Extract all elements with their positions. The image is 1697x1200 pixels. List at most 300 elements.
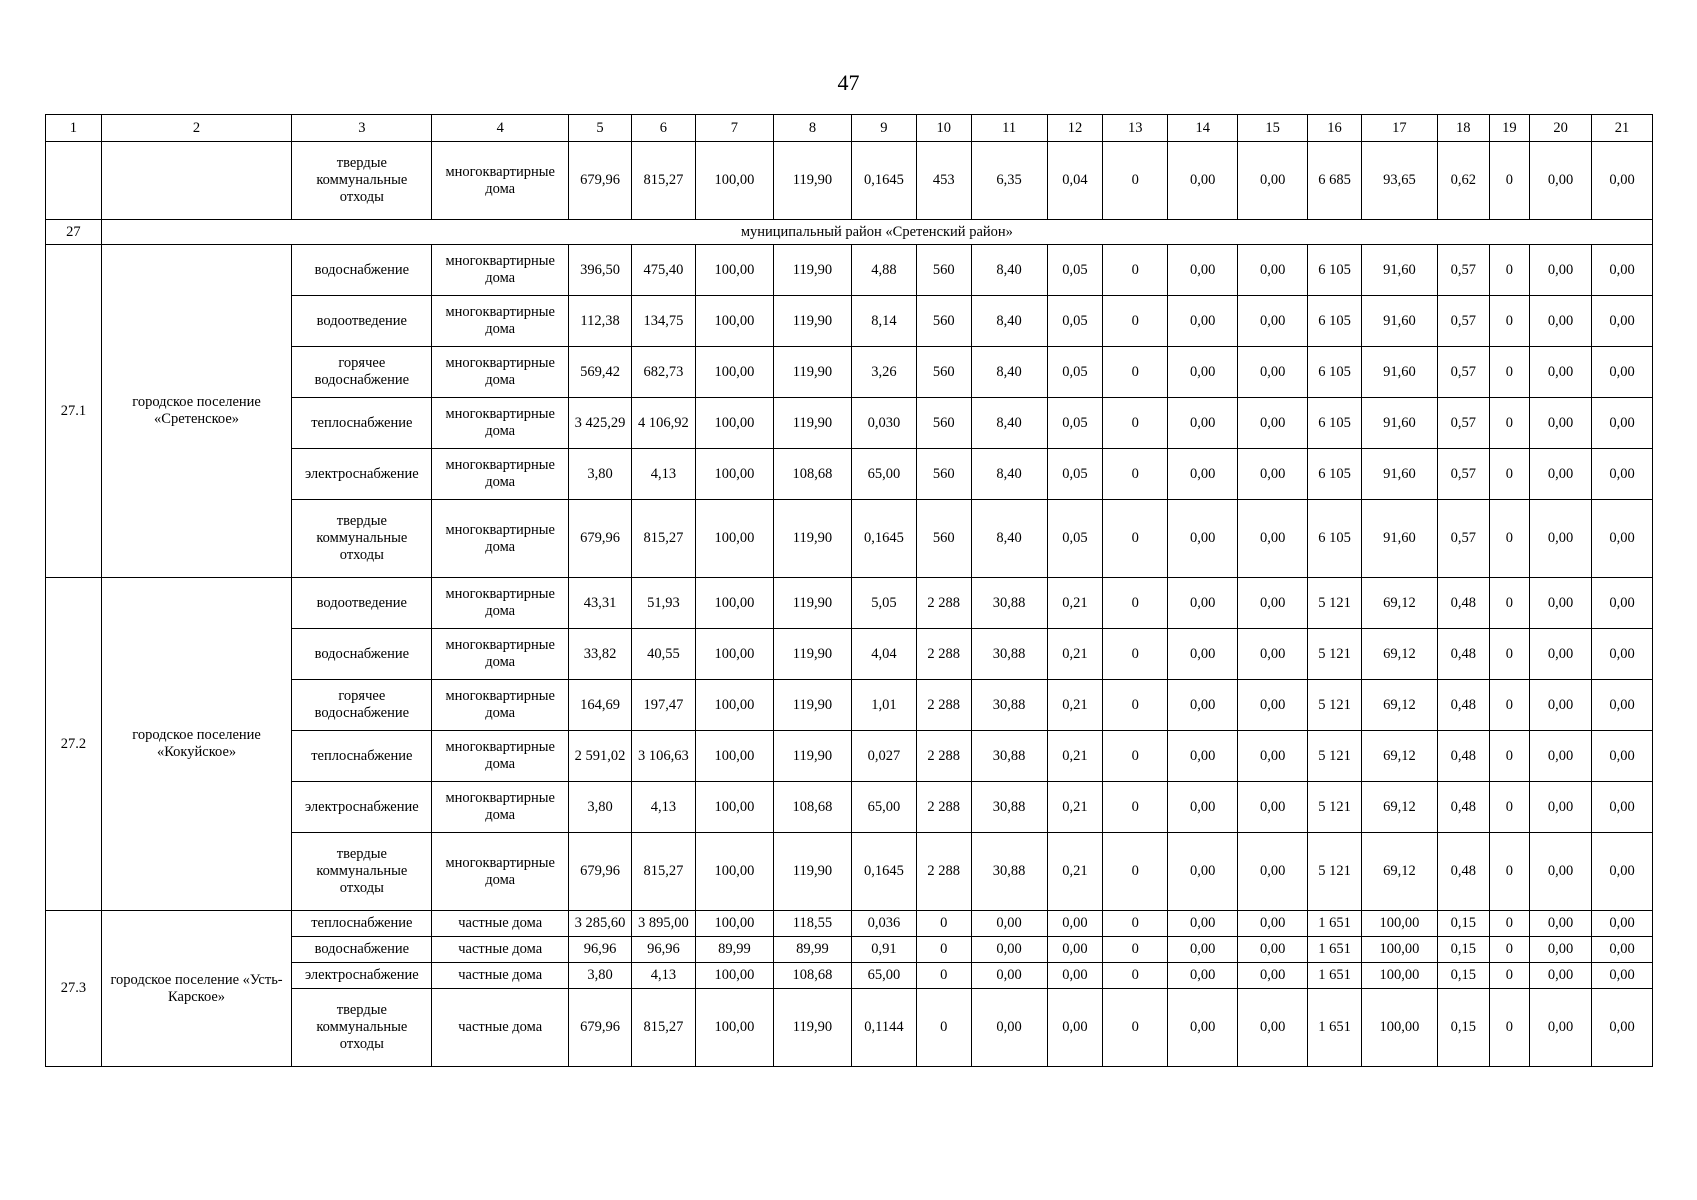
table-cell: 0,00 bbox=[1047, 989, 1103, 1067]
table-cell: 6 685 bbox=[1308, 142, 1362, 220]
table-cell: 0,48 bbox=[1437, 578, 1489, 629]
table-cell: 30,88 bbox=[971, 833, 1047, 911]
table-cell: 5 121 bbox=[1308, 629, 1362, 680]
table-cell: 815,27 bbox=[631, 500, 695, 578]
table-cell: 0,05 bbox=[1047, 347, 1103, 398]
table-cell: 0,00 bbox=[1238, 398, 1308, 449]
table-cell: 2 288 bbox=[916, 578, 971, 629]
table-cell: 0,62 bbox=[1437, 142, 1489, 220]
table-cell: 65,00 bbox=[851, 963, 916, 989]
table-cell: 0,00 bbox=[1047, 963, 1103, 989]
table-cell: 0,00 bbox=[1168, 833, 1238, 911]
table-cell: 0 bbox=[1103, 398, 1168, 449]
table-cell: 0,57 bbox=[1437, 500, 1489, 578]
table-cell: 0,00 bbox=[1592, 142, 1653, 220]
table-cell: 5,05 bbox=[851, 578, 916, 629]
table-cell: 2 288 bbox=[916, 782, 971, 833]
table-cell: горячее водоснабжение bbox=[292, 347, 432, 398]
table-cell: многоквартирные дома bbox=[432, 296, 569, 347]
table-cell: 0,15 bbox=[1437, 937, 1489, 963]
table-cell: 96,96 bbox=[569, 937, 632, 963]
table-cell: 40,55 bbox=[631, 629, 695, 680]
table-cell: 0,00 bbox=[1238, 245, 1308, 296]
table-cell: 3 285,60 bbox=[569, 911, 632, 937]
table-cell: 6 105 bbox=[1308, 500, 1362, 578]
table-cell: 0,1645 bbox=[851, 500, 916, 578]
table-cell: 0,00 bbox=[1168, 937, 1238, 963]
column-header: 13 bbox=[1103, 115, 1168, 142]
table-cell: 0,00 bbox=[1168, 911, 1238, 937]
table-cell: 0 bbox=[1103, 680, 1168, 731]
table-cell: 0 bbox=[1103, 296, 1168, 347]
table-cell: многоквартирные дома bbox=[432, 833, 569, 911]
table-cell: 0,00 bbox=[1592, 449, 1653, 500]
table-cell: водоснабжение bbox=[292, 245, 432, 296]
table-cell: электроснабжение bbox=[292, 782, 432, 833]
table-cell: 30,88 bbox=[971, 782, 1047, 833]
table-cell: 100,00 bbox=[1361, 963, 1437, 989]
table-cell: 0,48 bbox=[1437, 629, 1489, 680]
table-cell: 0 bbox=[1103, 833, 1168, 911]
table-cell: многоквартирные дома bbox=[432, 782, 569, 833]
table-cell: 0 bbox=[1489, 833, 1530, 911]
table-cell: многоквартирные дома bbox=[432, 449, 569, 500]
table-cell: 0 bbox=[1103, 347, 1168, 398]
table-cell: многоквартирные дома bbox=[432, 398, 569, 449]
table-cell: 4,88 bbox=[851, 245, 916, 296]
table-cell: 119,90 bbox=[773, 731, 851, 782]
table-cell: 0,00 bbox=[1238, 937, 1308, 963]
table-cell: 0,00 bbox=[1168, 989, 1238, 1067]
table-cell: 8,40 bbox=[971, 449, 1047, 500]
column-header: 5 bbox=[569, 115, 632, 142]
table-cell: 0,030 bbox=[851, 398, 916, 449]
table-cell: 0,036 bbox=[851, 911, 916, 937]
table-cell: 560 bbox=[916, 500, 971, 578]
table-cell: теплоснабжение bbox=[292, 731, 432, 782]
table-cell: 8,40 bbox=[971, 296, 1047, 347]
table-cell: 100,00 bbox=[695, 833, 773, 911]
table-cell: 5 121 bbox=[1308, 680, 1362, 731]
table-cell: 453 bbox=[916, 142, 971, 220]
table-cell: 560 bbox=[916, 245, 971, 296]
table-cell: 0,00 bbox=[1238, 347, 1308, 398]
column-header: 18 bbox=[1437, 115, 1489, 142]
table-cell: 0 bbox=[916, 937, 971, 963]
table-cell: 0,05 bbox=[1047, 398, 1103, 449]
table-cell: 0,00 bbox=[1530, 142, 1592, 220]
tariff-table bbox=[45, 114, 1653, 1067]
table-cell: 6 105 bbox=[1308, 398, 1362, 449]
table-cell: 0,00 bbox=[1530, 731, 1592, 782]
table-cell: 0,00 bbox=[1168, 629, 1238, 680]
table-cell: 0,00 bbox=[1530, 629, 1592, 680]
table-cell: 3 425,29 bbox=[569, 398, 632, 449]
table-cell: 119,90 bbox=[773, 142, 851, 220]
column-header: 4 bbox=[432, 115, 569, 142]
table-cell: 69,12 bbox=[1361, 833, 1437, 911]
table-cell: электроснабжение bbox=[292, 449, 432, 500]
table-cell: 119,90 bbox=[773, 296, 851, 347]
region-row bbox=[46, 220, 1653, 245]
table-cell: 100,00 bbox=[695, 782, 773, 833]
table-cell: 679,96 bbox=[569, 500, 632, 578]
table-cell: водоснабжение bbox=[292, 629, 432, 680]
table-cell: 0,00 bbox=[1530, 398, 1592, 449]
group-name: городское поселение «Кокуйское» bbox=[101, 578, 292, 911]
table-cell: 0 bbox=[1489, 449, 1530, 500]
table-cell: 0,00 bbox=[1530, 963, 1592, 989]
table-cell: 0,57 bbox=[1437, 449, 1489, 500]
column-header: 3 bbox=[292, 115, 432, 142]
table-cell: 0,21 bbox=[1047, 629, 1103, 680]
table-cell: 2 288 bbox=[916, 629, 971, 680]
table-cell: 91,60 bbox=[1361, 398, 1437, 449]
table-cell: 0,48 bbox=[1437, 680, 1489, 731]
table-cell: 0,05 bbox=[1047, 500, 1103, 578]
page-number: 47 bbox=[837, 70, 860, 95]
table-cell: 0 bbox=[1489, 500, 1530, 578]
table-cell: 119,90 bbox=[773, 833, 851, 911]
table-cell: 6 105 bbox=[1308, 347, 1362, 398]
table-cell: 0,91 bbox=[851, 937, 916, 963]
table-cell: частные дома bbox=[432, 989, 569, 1067]
table-cell: 108,68 bbox=[773, 963, 851, 989]
table-cell: 0,00 bbox=[1592, 782, 1653, 833]
column-header: 17 bbox=[1361, 115, 1437, 142]
table-cell: 119,90 bbox=[773, 347, 851, 398]
table-cell: 8,40 bbox=[971, 398, 1047, 449]
table-cell: 0,57 bbox=[1437, 347, 1489, 398]
table-cell: 4,13 bbox=[631, 449, 695, 500]
table-cell: 65,00 bbox=[851, 782, 916, 833]
column-header: 12 bbox=[1047, 115, 1103, 142]
table-cell: 5 121 bbox=[1308, 578, 1362, 629]
table-cell: 0,00 bbox=[1238, 296, 1308, 347]
table-cell: многоквартирные дома bbox=[432, 142, 569, 220]
table-cell: 0,1645 bbox=[851, 833, 916, 911]
table-cell: 679,96 bbox=[569, 142, 632, 220]
table-cell: 119,90 bbox=[773, 578, 851, 629]
table-cell: 0,00 bbox=[1047, 937, 1103, 963]
table-cell: 2 288 bbox=[916, 680, 971, 731]
table-cell: 100,00 bbox=[695, 989, 773, 1067]
table-cell: 6 105 bbox=[1308, 245, 1362, 296]
table-cell: 396,50 bbox=[569, 245, 632, 296]
table-cell: 0,00 bbox=[1238, 731, 1308, 782]
table-cell: 0,21 bbox=[1047, 731, 1103, 782]
table-cell: 100,00 bbox=[695, 963, 773, 989]
column-header: 1 bbox=[46, 115, 102, 142]
table-cell: 0,00 bbox=[1238, 578, 1308, 629]
table-cell: 100,00 bbox=[695, 911, 773, 937]
table-cell: 0 bbox=[1489, 398, 1530, 449]
table-cell: 0,05 bbox=[1047, 245, 1103, 296]
table-cell: 0 bbox=[916, 911, 971, 937]
table-cell: 0,00 bbox=[1168, 245, 1238, 296]
table-cell: 4 106,92 bbox=[631, 398, 695, 449]
table-cell: 100,00 bbox=[695, 500, 773, 578]
table-cell: 0,00 bbox=[1530, 500, 1592, 578]
empty-cell bbox=[101, 142, 292, 220]
column-header: 7 bbox=[695, 115, 773, 142]
table-cell: 0,1144 bbox=[851, 989, 916, 1067]
table-cell: 0,027 bbox=[851, 731, 916, 782]
table-cell: многоквартирные дома bbox=[432, 680, 569, 731]
table-cell: 89,99 bbox=[695, 937, 773, 963]
column-header: 10 bbox=[916, 115, 971, 142]
table-cell: многоквартирные дома bbox=[432, 500, 569, 578]
table-cell: 5 121 bbox=[1308, 782, 1362, 833]
column-header: 2 bbox=[101, 115, 292, 142]
table-cell: водоотведение bbox=[292, 578, 432, 629]
table-cell: 0,00 bbox=[1592, 347, 1653, 398]
table-cell: 0,00 bbox=[1168, 680, 1238, 731]
table-cell: 1 651 bbox=[1308, 963, 1362, 989]
column-header: 21 bbox=[1592, 115, 1653, 142]
table-cell: 0,57 bbox=[1437, 398, 1489, 449]
table-cell: 0,00 bbox=[1530, 782, 1592, 833]
table-cell: 8,40 bbox=[971, 245, 1047, 296]
table-cell: 91,60 bbox=[1361, 347, 1437, 398]
group-number: 27.3 bbox=[46, 911, 102, 1067]
table-cell: 0 bbox=[1103, 782, 1168, 833]
table-cell: 0,00 bbox=[1238, 911, 1308, 937]
table-cell: 89,99 bbox=[773, 937, 851, 963]
table-cell: 0,00 bbox=[1238, 989, 1308, 1067]
table-cell: твердые коммунальные отходы bbox=[292, 142, 432, 220]
table-cell: 0 bbox=[1489, 963, 1530, 989]
table-cell: 0,00 bbox=[1592, 578, 1653, 629]
table-cell: 560 bbox=[916, 296, 971, 347]
column-header: 6 bbox=[631, 115, 695, 142]
table-cell: 0 bbox=[1103, 500, 1168, 578]
table-cell: 93,65 bbox=[1361, 142, 1437, 220]
column-header: 19 bbox=[1489, 115, 1530, 142]
table-row bbox=[46, 245, 1653, 296]
table-cell: 560 bbox=[916, 347, 971, 398]
table-cell: 0 bbox=[1489, 245, 1530, 296]
table-cell: 0 bbox=[1489, 782, 1530, 833]
table-cell: 69,12 bbox=[1361, 731, 1437, 782]
table-cell: теплоснабжение bbox=[292, 398, 432, 449]
table-cell: 91,60 bbox=[1361, 500, 1437, 578]
table-cell: 0,00 bbox=[1047, 911, 1103, 937]
table-cell: 0 bbox=[1489, 911, 1530, 937]
table-cell: 119,90 bbox=[773, 500, 851, 578]
table-cell: 569,42 bbox=[569, 347, 632, 398]
table-cell: 0,00 bbox=[1530, 245, 1592, 296]
table-cell: частные дома bbox=[432, 937, 569, 963]
table-cell: 1 651 bbox=[1308, 989, 1362, 1067]
table-cell: 0,00 bbox=[1530, 347, 1592, 398]
table-cell: 33,82 bbox=[569, 629, 632, 680]
table-cell: 0,00 bbox=[1238, 680, 1308, 731]
table-cell: 0,00 bbox=[1530, 937, 1592, 963]
table-cell: 2 591,02 bbox=[569, 731, 632, 782]
table-cell: 2 288 bbox=[916, 833, 971, 911]
table-row bbox=[46, 911, 1653, 937]
table-cell: 30,88 bbox=[971, 731, 1047, 782]
table-cell: 100,00 bbox=[1361, 989, 1437, 1067]
table-cell: 197,47 bbox=[631, 680, 695, 731]
table-cell: 0,04 bbox=[1047, 142, 1103, 220]
table-cell: 134,75 bbox=[631, 296, 695, 347]
table-cell: 0 bbox=[1103, 449, 1168, 500]
table-cell: 69,12 bbox=[1361, 680, 1437, 731]
table-cell: 0,00 bbox=[1238, 629, 1308, 680]
table-cell: 0,00 bbox=[1168, 782, 1238, 833]
table-cell: 0,00 bbox=[1530, 989, 1592, 1067]
table-cell: 65,00 bbox=[851, 449, 916, 500]
table-cell: 1 651 bbox=[1308, 911, 1362, 937]
table-cell: 4,04 bbox=[851, 629, 916, 680]
table-cell: 0,00 bbox=[971, 911, 1047, 937]
table-cell: 30,88 bbox=[971, 680, 1047, 731]
table-cell: 91,60 bbox=[1361, 245, 1437, 296]
column-header: 14 bbox=[1168, 115, 1238, 142]
table-cell: 560 bbox=[916, 398, 971, 449]
region-number: 27 bbox=[46, 220, 102, 245]
table-cell: частные дома bbox=[432, 963, 569, 989]
table-cell: многоквартирные дома bbox=[432, 731, 569, 782]
table-cell: частные дома bbox=[432, 911, 569, 937]
table-cell: 0,00 bbox=[1168, 142, 1238, 220]
table-cell: 0,00 bbox=[1592, 680, 1653, 731]
table-cell: 119,90 bbox=[773, 989, 851, 1067]
table-cell: 0 bbox=[1103, 142, 1168, 220]
table-cell: 91,60 bbox=[1361, 296, 1437, 347]
table-cell: 475,40 bbox=[631, 245, 695, 296]
table-cell: 100,00 bbox=[695, 578, 773, 629]
table-cell: 100,00 bbox=[695, 398, 773, 449]
table-cell: 0,00 bbox=[1168, 578, 1238, 629]
table-cell: 8,40 bbox=[971, 500, 1047, 578]
table-cell: 0,00 bbox=[1238, 963, 1308, 989]
table-cell: 815,27 bbox=[631, 989, 695, 1067]
table-cell: 5 121 bbox=[1308, 833, 1362, 911]
table-cell: 679,96 bbox=[569, 989, 632, 1067]
table-cell: 0,48 bbox=[1437, 731, 1489, 782]
table-cell: 0,00 bbox=[1592, 398, 1653, 449]
table-cell: 4,13 bbox=[631, 782, 695, 833]
table-cell: 0,00 bbox=[1530, 911, 1592, 937]
column-header: 9 bbox=[851, 115, 916, 142]
table-cell: 0,21 bbox=[1047, 680, 1103, 731]
table-cell: 0,00 bbox=[1530, 296, 1592, 347]
table-cell: 69,12 bbox=[1361, 629, 1437, 680]
table-cell: 0 bbox=[1489, 578, 1530, 629]
table-cell: 0 bbox=[1103, 937, 1168, 963]
table-cell: 51,93 bbox=[631, 578, 695, 629]
table-cell: 69,12 bbox=[1361, 782, 1437, 833]
table-cell: 0,00 bbox=[1530, 449, 1592, 500]
table-cell: 100,00 bbox=[1361, 911, 1437, 937]
table-cell: 0,1645 bbox=[851, 142, 916, 220]
table-cell: 0 bbox=[1103, 578, 1168, 629]
table-cell: 0,57 bbox=[1437, 245, 1489, 296]
table-cell: 100,00 bbox=[695, 245, 773, 296]
table-cell: 0 bbox=[1103, 731, 1168, 782]
table-cell: 0 bbox=[1103, 963, 1168, 989]
table-cell: 0,00 bbox=[1592, 833, 1653, 911]
table-cell: 0,15 bbox=[1437, 911, 1489, 937]
table-cell: 0,00 bbox=[971, 989, 1047, 1067]
table-cell: 43,31 bbox=[569, 578, 632, 629]
table-cell: 0,00 bbox=[1168, 500, 1238, 578]
table-cell: 0,15 bbox=[1437, 963, 1489, 989]
table-cell: 100,00 bbox=[695, 347, 773, 398]
table-cell: 0 bbox=[1489, 296, 1530, 347]
table-cell: 3 895,00 bbox=[631, 911, 695, 937]
table-cell: 108,68 bbox=[773, 449, 851, 500]
table-cell: 815,27 bbox=[631, 833, 695, 911]
table-cell: 0,15 bbox=[1437, 989, 1489, 1067]
table-cell: многоквартирные дома bbox=[432, 347, 569, 398]
table-cell: многоквартирные дома bbox=[432, 629, 569, 680]
table-cell: электроснабжение bbox=[292, 963, 432, 989]
group-name: городское поселение «Усть-Карское» bbox=[101, 911, 292, 1067]
table-cell: 0,00 bbox=[1238, 449, 1308, 500]
table-cell: 0,21 bbox=[1047, 578, 1103, 629]
table-cell: 0 bbox=[916, 989, 971, 1067]
table-cell: 100,00 bbox=[1361, 937, 1437, 963]
table-cell: 679,96 bbox=[569, 833, 632, 911]
table-cell: 0,00 bbox=[1168, 296, 1238, 347]
table-cell: 0,00 bbox=[1592, 911, 1653, 937]
column-header: 8 bbox=[773, 115, 851, 142]
table-cell: 0,05 bbox=[1047, 296, 1103, 347]
table-cell: 0,00 bbox=[1238, 782, 1308, 833]
table-cell: 0,00 bbox=[1592, 245, 1653, 296]
table-cell: 100,00 bbox=[695, 629, 773, 680]
table-cell: 4,13 bbox=[631, 963, 695, 989]
table-cell: 100,00 bbox=[695, 296, 773, 347]
table-cell: 0 bbox=[1489, 680, 1530, 731]
empty-cell bbox=[46, 142, 102, 220]
table-cell: 0 bbox=[1103, 989, 1168, 1067]
table-cell: 0,21 bbox=[1047, 782, 1103, 833]
table-cell: 3,80 bbox=[569, 963, 632, 989]
header-row bbox=[46, 115, 1653, 142]
column-header: 16 bbox=[1308, 115, 1362, 142]
table-cell: 0,00 bbox=[1530, 833, 1592, 911]
column-header: 11 bbox=[971, 115, 1047, 142]
column-header: 20 bbox=[1530, 115, 1592, 142]
table-cell: 0 bbox=[916, 963, 971, 989]
table-cell: 0 bbox=[1489, 629, 1530, 680]
table-cell: 0,48 bbox=[1437, 782, 1489, 833]
table-cell: 3,80 bbox=[569, 449, 632, 500]
table-cell: 30,88 bbox=[971, 629, 1047, 680]
table-cell: 2 288 bbox=[916, 731, 971, 782]
table-cell: 100,00 bbox=[695, 731, 773, 782]
table-cell: 1 651 bbox=[1308, 937, 1362, 963]
table-cell: 0,00 bbox=[1592, 937, 1653, 963]
table-cell: 30,88 bbox=[971, 578, 1047, 629]
table-cell: 815,27 bbox=[631, 142, 695, 220]
table-cell: 69,12 bbox=[1361, 578, 1437, 629]
table-cell: 0 bbox=[1489, 937, 1530, 963]
table-cell: 0,00 bbox=[1168, 347, 1238, 398]
table-cell: 6,35 bbox=[971, 142, 1047, 220]
table-cell: 0,00 bbox=[1168, 963, 1238, 989]
column-header: 15 bbox=[1238, 115, 1308, 142]
table-cell: 100,00 bbox=[695, 449, 773, 500]
table-cell: 0,00 bbox=[1592, 963, 1653, 989]
table-cell: 0,57 bbox=[1437, 296, 1489, 347]
table-cell: многоквартирные дома bbox=[432, 578, 569, 629]
